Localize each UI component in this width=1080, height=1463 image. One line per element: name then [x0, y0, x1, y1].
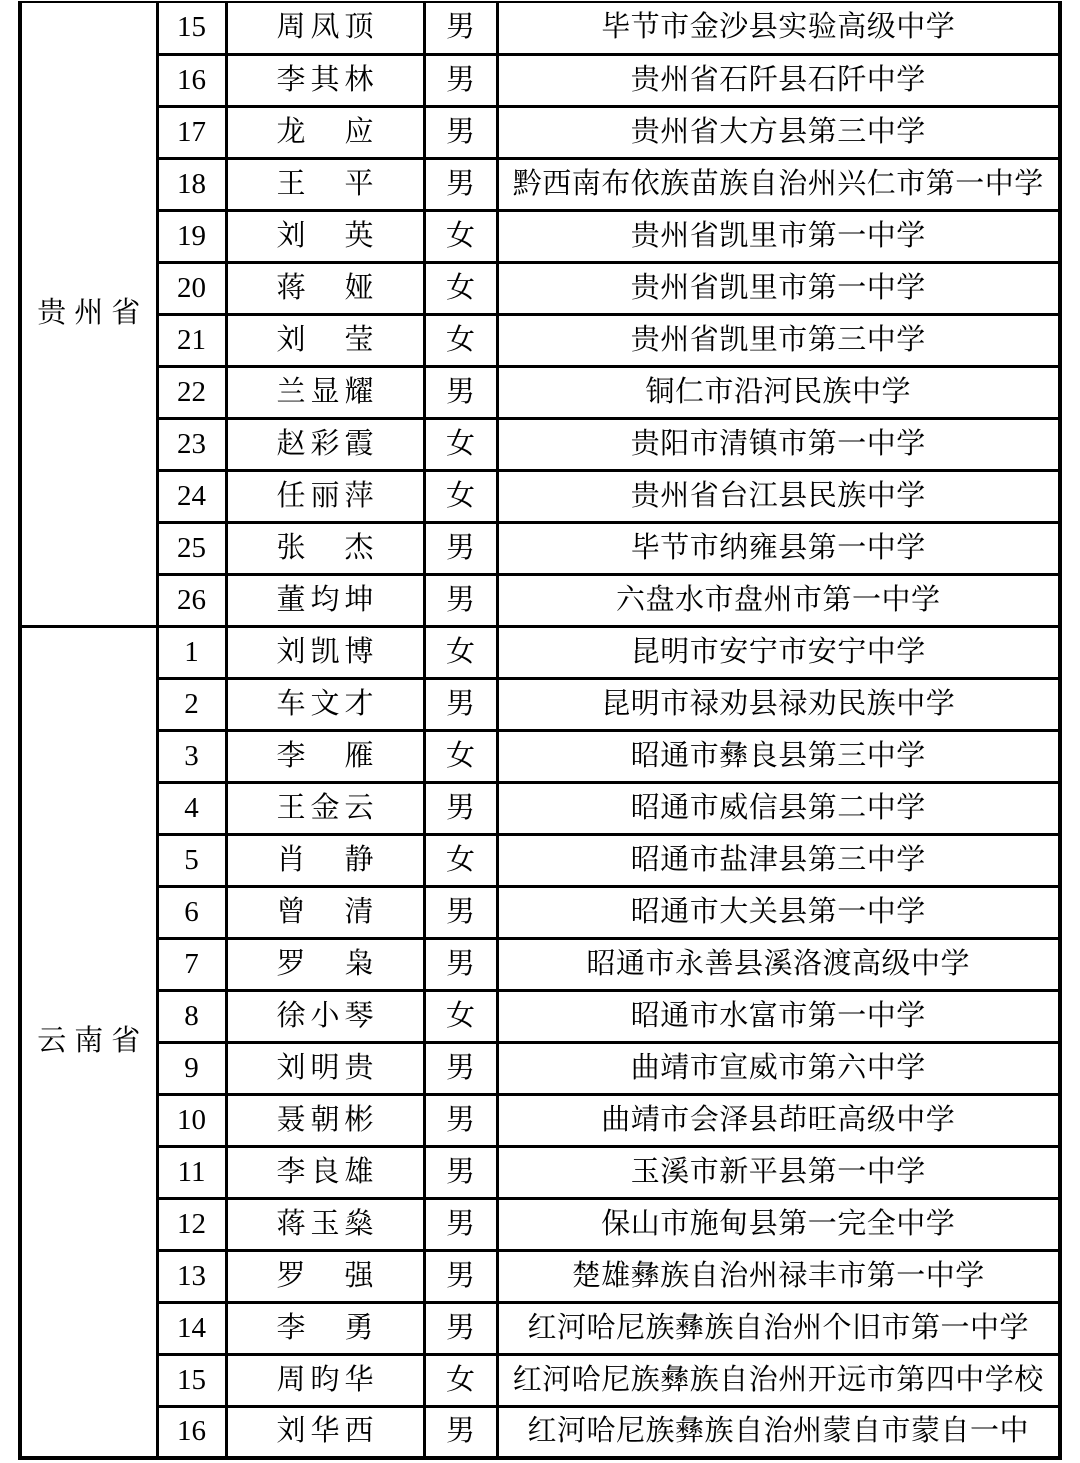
school-cell: 昆明市安宁市安宁中学 — [497, 626, 1060, 678]
student-name-cell: 李 雁 — [226, 730, 424, 782]
student-name-cell: 罗 枭 — [226, 938, 424, 990]
school-cell: 贵州省大方县第三中学 — [497, 106, 1060, 158]
serial-number-cell: 19 — [157, 210, 226, 262]
student-name-cell: 任丽萍 — [226, 470, 424, 522]
serial-number-cell: 16 — [157, 54, 226, 106]
gender-cell: 女 — [424, 262, 497, 314]
table-row — [20, 782, 1060, 834]
student-name-cell: 兰显耀 — [226, 366, 424, 418]
province-cell: 贵州省 — [20, 2, 157, 626]
school-cell: 贵州省凯里市第一中学 — [497, 210, 1060, 262]
gender-cell: 男 — [424, 886, 497, 938]
student-name-cell: 李其林 — [226, 54, 424, 106]
table-row — [20, 574, 1060, 626]
school-cell: 六盘水市盘州市第一中学 — [497, 574, 1060, 626]
serial-number-cell: 2 — [157, 678, 226, 730]
serial-number-cell: 26 — [157, 574, 226, 626]
serial-number-cell: 23 — [157, 418, 226, 470]
school-cell: 昭通市盐津县第三中学 — [497, 834, 1060, 886]
serial-number-cell: 10 — [157, 1094, 226, 1146]
gender-cell: 男 — [424, 522, 497, 574]
table-row — [20, 1094, 1060, 1146]
gender-cell: 男 — [424, 366, 497, 418]
serial-number-cell: 12 — [157, 1198, 226, 1250]
student-name-cell: 王 平 — [226, 158, 424, 210]
student-name-cell: 蒋 娅 — [226, 262, 424, 314]
school-cell: 玉溪市新平县第一中学 — [497, 1146, 1060, 1198]
gender-cell: 女 — [424, 418, 497, 470]
gender-cell: 女 — [424, 314, 497, 366]
serial-number-cell: 21 — [157, 314, 226, 366]
student-name-cell: 聂朝彬 — [226, 1094, 424, 1146]
gender-cell: 男 — [424, 1042, 497, 1094]
serial-number-cell: 7 — [157, 938, 226, 990]
gender-cell: 男 — [424, 1250, 497, 1302]
table-row — [20, 210, 1060, 262]
student-name-cell: 车文才 — [226, 678, 424, 730]
serial-number-cell: 20 — [157, 262, 226, 314]
table-row — [20, 54, 1060, 106]
table-row — [20, 2, 1060, 54]
school-cell: 铜仁市沿河民族中学 — [497, 366, 1060, 418]
student-name-cell: 王金云 — [226, 782, 424, 834]
school-cell: 昭通市永善县溪洛渡高级中学 — [497, 938, 1060, 990]
serial-number-cell: 13 — [157, 1250, 226, 1302]
school-cell: 楚雄彝族自治州禄丰市第一中学 — [497, 1250, 1060, 1302]
student-name-cell: 刘凯博 — [226, 626, 424, 678]
school-cell: 昆明市禄劝县禄劝民族中学 — [497, 678, 1060, 730]
serial-number-cell: 1 — [157, 626, 226, 678]
school-cell: 贵阳市清镇市第一中学 — [497, 418, 1060, 470]
student-name-cell: 周凤顶 — [226, 2, 424, 54]
school-cell: 红河哈尼族彝族自治州个旧市第一中学 — [497, 1302, 1060, 1354]
school-cell: 红河哈尼族彝族自治州蒙自市蒙自一中 — [497, 1406, 1060, 1458]
table-row — [20, 834, 1060, 886]
gender-cell: 男 — [424, 1146, 497, 1198]
school-cell: 贵州省台江县民族中学 — [497, 470, 1060, 522]
table-row — [20, 938, 1060, 990]
gender-cell: 男 — [424, 1094, 497, 1146]
student-name-cell: 刘华西 — [226, 1406, 424, 1458]
serial-number-cell: 6 — [157, 886, 226, 938]
student-name-cell: 肖 静 — [226, 834, 424, 886]
school-cell: 红河哈尼族彝族自治州开远市第四中学校 — [497, 1354, 1060, 1406]
gender-cell: 女 — [424, 470, 497, 522]
gender-cell: 女 — [424, 730, 497, 782]
student-name-cell: 李良雄 — [226, 1146, 424, 1198]
gender-cell: 女 — [424, 210, 497, 262]
school-cell: 曲靖市会泽县茚旺高级中学 — [497, 1094, 1060, 1146]
serial-number-cell: 15 — [157, 2, 226, 54]
student-name-cell: 曾 清 — [226, 886, 424, 938]
school-cell: 毕节市纳雍县第一中学 — [497, 522, 1060, 574]
serial-number-cell: 24 — [157, 470, 226, 522]
gender-cell: 男 — [424, 782, 497, 834]
school-cell: 昭通市水富市第一中学 — [497, 990, 1060, 1042]
table-row — [20, 418, 1060, 470]
student-name-cell: 张 杰 — [226, 522, 424, 574]
table-row — [20, 1198, 1060, 1250]
table-row — [20, 1302, 1060, 1354]
school-cell: 昭通市威信县第二中学 — [497, 782, 1060, 834]
serial-number-cell: 15 — [157, 1354, 226, 1406]
serial-number-cell: 14 — [157, 1302, 226, 1354]
table-row — [20, 106, 1060, 158]
gender-cell: 女 — [424, 626, 497, 678]
table-row — [20, 158, 1060, 210]
table-row — [20, 366, 1060, 418]
table-row — [20, 1406, 1060, 1458]
gender-cell: 男 — [424, 54, 497, 106]
school-cell: 贵州省凯里市第一中学 — [497, 262, 1060, 314]
school-cell: 曲靖市宣威市第六中学 — [497, 1042, 1060, 1094]
table-row — [20, 470, 1060, 522]
gender-cell: 男 — [424, 158, 497, 210]
school-cell: 昭通市彝良县第三中学 — [497, 730, 1060, 782]
serial-number-cell: 9 — [157, 1042, 226, 1094]
table-row — [20, 1146, 1060, 1198]
gender-cell: 女 — [424, 834, 497, 886]
table-row — [20, 262, 1060, 314]
serial-number-cell: 25 — [157, 522, 226, 574]
serial-number-cell: 8 — [157, 990, 226, 1042]
table-row — [20, 730, 1060, 782]
school-cell: 贵州省凯里市第三中学 — [497, 314, 1060, 366]
student-name-cell: 徐小琴 — [226, 990, 424, 1042]
student-roster-table — [18, 1, 1062, 1460]
serial-number-cell: 5 — [157, 834, 226, 886]
table-row — [20, 522, 1060, 574]
gender-cell: 男 — [424, 678, 497, 730]
table-row — [20, 886, 1060, 938]
student-name-cell: 董均坤 — [226, 574, 424, 626]
serial-number-cell: 16 — [157, 1406, 226, 1458]
student-name-cell: 刘明贵 — [226, 1042, 424, 1094]
gender-cell: 男 — [424, 1302, 497, 1354]
table-row — [20, 990, 1060, 1042]
student-name-cell: 罗 强 — [226, 1250, 424, 1302]
student-name-cell: 刘 英 — [226, 210, 424, 262]
student-name-cell: 刘 莹 — [226, 314, 424, 366]
serial-number-cell: 18 — [157, 158, 226, 210]
roster-body — [20, 2, 1060, 1458]
school-cell: 黔西南布依族苗族自治州兴仁市第一中学 — [497, 158, 1060, 210]
school-cell: 保山市施甸县第一完全中学 — [497, 1198, 1060, 1250]
student-name-cell: 赵彩霞 — [226, 418, 424, 470]
table-row — [20, 1250, 1060, 1302]
gender-cell: 男 — [424, 1198, 497, 1250]
table-row — [20, 626, 1060, 678]
province-cell: 云南省 — [20, 626, 157, 1458]
gender-cell: 男 — [424, 1406, 497, 1458]
school-cell: 毕节市金沙县实验高级中学 — [497, 2, 1060, 54]
table-row — [20, 1354, 1060, 1406]
serial-number-cell: 11 — [157, 1146, 226, 1198]
gender-cell: 男 — [424, 106, 497, 158]
serial-number-cell: 17 — [157, 106, 226, 158]
serial-number-cell: 22 — [157, 366, 226, 418]
gender-cell: 女 — [424, 990, 497, 1042]
student-name-cell: 龙 应 — [226, 106, 424, 158]
student-name-cell: 蒋玉燊 — [226, 1198, 424, 1250]
table-row — [20, 1042, 1060, 1094]
student-name-cell: 李 勇 — [226, 1302, 424, 1354]
gender-cell: 男 — [424, 574, 497, 626]
school-cell: 昭通市大关县第一中学 — [497, 886, 1060, 938]
gender-cell: 女 — [424, 1354, 497, 1406]
gender-cell: 男 — [424, 938, 497, 990]
school-cell: 贵州省石阡县石阡中学 — [497, 54, 1060, 106]
student-name-cell: 周昀华 — [226, 1354, 424, 1406]
table-row — [20, 678, 1060, 730]
serial-number-cell: 4 — [157, 782, 226, 834]
gender-cell: 男 — [424, 2, 497, 54]
serial-number-cell: 3 — [157, 730, 226, 782]
table-row — [20, 314, 1060, 366]
